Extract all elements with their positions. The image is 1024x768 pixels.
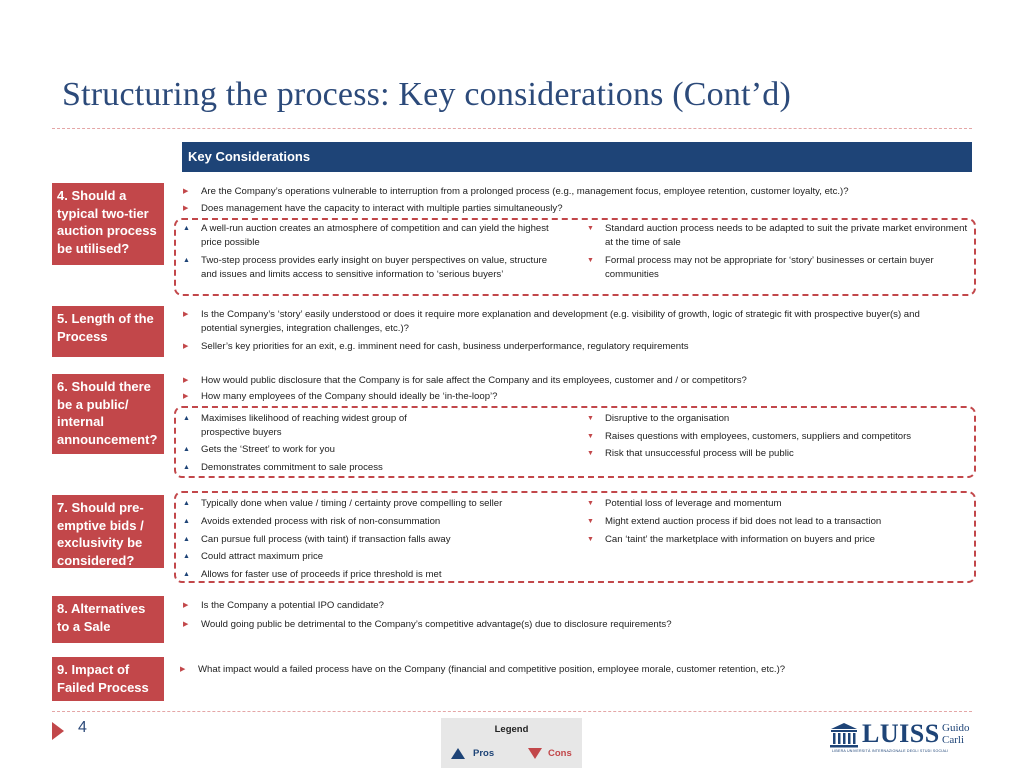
s5-question-1: ▶ Is the Company’s ‘story’ easily understood or does it require more explanation and development (e.g. visibility of growth, logic of strategic fit with prospective buyer(s) and potential synergies, integration challenges, etc.)? xyxy=(183,309,920,334)
s6-con-3: ▼ Risk that unsuccessful process will be public xyxy=(587,448,794,459)
title-divider xyxy=(52,128,972,129)
footer-divider xyxy=(52,711,972,712)
logo-guido: Guido xyxy=(942,722,970,734)
s6-pro-2: ▲ Gets the ‘Street’ to work for you xyxy=(183,444,336,455)
con-down-icon: ▼ xyxy=(587,433,594,440)
s5-question-2: ▶ Seller’s key priorities for an exit, e.g. imminent need for cash, business underperformance, regulatory requirements xyxy=(183,341,689,352)
pro-up-icon: ▲ xyxy=(183,464,190,471)
bullet-arrow-icon: ▶ xyxy=(183,205,189,212)
logo-carli: Carli xyxy=(942,734,964,746)
s6-question-2: ▶ How many employees of the Company should ideally be ‘in-the-loop’? xyxy=(183,391,498,402)
s7-pro-1: ▲ Typically done when value / timing / certainty prove compelling to seller xyxy=(183,498,503,509)
s6-con-2: ▼ Raises questions with employees, customers, suppliers and competitors xyxy=(587,431,912,442)
s7-con-3: ▼ Can ‘taint’ the marketplace with information on buyers and price xyxy=(587,534,876,545)
s6-con-1: ▼ Disruptive to the organisation xyxy=(587,413,730,424)
s4-con-2: ▼ Formal process may not be appropriate for ‘story’ businesses or certain buyer communities xyxy=(587,255,934,280)
page-title: Structuring the process: Key considerations (Cont’d) xyxy=(62,76,791,113)
con-down-icon: ▼ xyxy=(587,536,594,543)
con-down-icon: ▼ xyxy=(587,518,594,525)
bullet-arrow-icon: ▶ xyxy=(183,343,189,350)
s4-pro-2: ▲ Two-step process provides early insight on buyer perspectives on value, structure and issues and limits access to sensitive information to ‘serious buyers’ xyxy=(183,255,548,280)
section-6-label: 6. Should there be a public/ internal announcement? xyxy=(52,374,164,454)
legend-pros-label: Pros xyxy=(473,748,495,759)
s8-question-2: ▶ Would going public be detrimental to the Company’s competitive advantage(s) due to disclosure requirements? xyxy=(183,619,672,630)
pro-up-icon: ▲ xyxy=(183,446,190,453)
s6-question-1: ▶ How would public disclosure that the Company is for sale affect the Company and its employees, customer and / or competitors? xyxy=(183,375,747,386)
pro-up-icon: ▲ xyxy=(183,536,190,543)
pro-up-icon: ▲ xyxy=(183,518,190,525)
section-8-label: 8. Alternatives to a Sale xyxy=(52,596,164,643)
logo-name: LUISS xyxy=(862,719,940,748)
s9-question-1: ▶ What impact would a failed process have on the Company (financial and competitive position, employee morale, customer retention, etc.)? xyxy=(180,664,786,675)
legend xyxy=(441,718,582,768)
section-7-label: 7. Should pre-emptive bids / exclusivity be considered? xyxy=(52,495,164,568)
legend-cons-label: Cons xyxy=(548,748,572,759)
s4-question-2: ▶ Does management have the capacity to interact with multiple parties simultaneously? xyxy=(183,203,563,214)
s7-pro-5: ▲ Allows for faster use of proceeds if price threshold is met xyxy=(183,569,442,580)
pro-up-icon: ▲ xyxy=(183,225,190,232)
pro-up-icon: ▲ xyxy=(183,257,190,264)
logo-subtitle: LIBERA UNIVERSITÀ INTERNAZIONALE DEGLI STUDI SOCIALI xyxy=(832,749,949,753)
s7-con-1: ▼ Potential loss of leverage and momentum xyxy=(587,498,782,509)
s6-pro-3: ▲ Demonstrates commitment to sale process xyxy=(183,462,383,473)
pros-up-icon xyxy=(451,748,465,759)
s4-con-1: ▼ Standard auction process needs to be adapted to suit the private market environment at the time of sale xyxy=(587,223,968,248)
section-9-label: 9. Impact of Failed Process xyxy=(52,657,164,701)
key-considerations-header: Key Considerations xyxy=(182,142,972,172)
page-number: 4 xyxy=(78,719,87,736)
s4-pro-1: ▲ A well-run auction creates an atmosphere of competition and can yield the highest price possible xyxy=(183,223,549,248)
section-5-label: 5. Length of the Process xyxy=(52,306,164,357)
page-marker-icon xyxy=(52,722,64,740)
luiss-logo xyxy=(830,720,978,760)
con-down-icon: ▼ xyxy=(587,450,594,457)
legend-title: Legend xyxy=(494,724,529,735)
bullet-arrow-icon: ▶ xyxy=(180,666,186,673)
s4-question-1: ▶ Are the Company’s operations vulnerable to interruption from a prolonged process (e.g., management focus, employee retention, customer loyalty, etc.)? xyxy=(183,186,849,197)
con-down-icon: ▼ xyxy=(587,500,594,507)
bullet-arrow-icon: ▶ xyxy=(183,602,189,609)
s8-question-1: ▶ Is the Company a potential IPO candidate? xyxy=(183,600,384,611)
con-down-icon: ▼ xyxy=(587,415,594,422)
s7-pro-3: ▲ Can pursue full process (with taint) if transaction falls away xyxy=(183,534,451,545)
pro-up-icon: ▲ xyxy=(183,500,190,507)
s7-pro-4: ▲ Could attract maximum price xyxy=(183,551,324,562)
pro-up-icon: ▲ xyxy=(183,553,190,560)
con-down-icon: ▼ xyxy=(587,225,594,232)
s6-pro-1: ▲ Maximises likelihood of reaching widest group of prospective buyers xyxy=(183,413,407,438)
bullet-arrow-icon: ▶ xyxy=(183,311,189,318)
bullet-arrow-icon: ▶ xyxy=(183,377,189,384)
pro-up-icon: ▲ xyxy=(183,571,190,578)
bullet-arrow-icon: ▶ xyxy=(183,621,189,628)
bullet-arrow-icon: ▶ xyxy=(183,393,189,400)
temple-icon xyxy=(830,722,858,748)
bullet-arrow-icon: ▶ xyxy=(183,188,189,195)
s7-pro-2: ▲ Avoids extended process with risk of non-consummation xyxy=(183,516,441,527)
section-4-label: 4. Should a typical two-tier auction process be utilised? xyxy=(52,183,164,265)
con-down-icon: ▼ xyxy=(587,257,594,264)
s7-con-2: ▼ Might extend auction process if bid does not lead to a transaction xyxy=(587,516,882,527)
cons-down-icon xyxy=(528,748,542,759)
pro-up-icon: ▲ xyxy=(183,415,190,422)
